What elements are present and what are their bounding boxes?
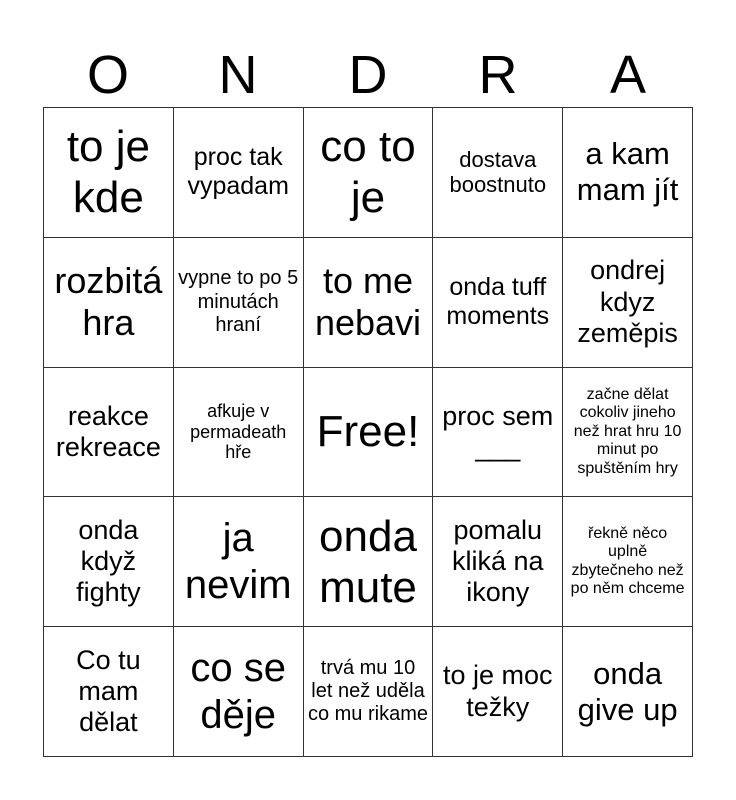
header-letter-o: O [86, 45, 129, 105]
bingo-cell[interactable]: vypne to po 5 minutách hraní [173, 237, 303, 367]
bingo-grid [43, 107, 693, 757]
bingo-cell[interactable]: řekně něco uplně zbytečneho než po něm chceme [563, 497, 693, 627]
bingo-cell[interactable]: ondrej kdyz zeměpis [563, 237, 693, 367]
bingo-row [44, 367, 693, 497]
bingo-cell[interactable]: co to je [303, 108, 433, 238]
bingo-cell[interactable]: pomalu kliká na ikony [433, 497, 563, 627]
bingo-row [44, 497, 693, 627]
bingo-cell[interactable]: začne dělat cokoliv jineho než hrat hru 10 minut po spuštěním hry [563, 367, 693, 497]
header-letter-a: A [609, 45, 647, 105]
bingo-cell[interactable]: a kam mam jít [563, 108, 693, 238]
bingo-row [44, 237, 693, 367]
bingo-cell[interactable]: dostava boostnuto [433, 108, 563, 238]
bingo-cell[interactable]: proc tak vypadam [173, 108, 303, 238]
bingo-cell[interactable]: onda mute [303, 497, 433, 627]
header-letter-r: R [478, 45, 518, 105]
bingo-cell[interactable]: onda když fighty [44, 497, 174, 627]
bingo-cell[interactable]: ja nevim [173, 497, 303, 627]
bingo-cell[interactable]: to je moc težky [433, 627, 563, 757]
header-letter-n: N [218, 45, 258, 105]
bingo-free-cell[interactable]: Free! [303, 367, 433, 497]
bingo-cell[interactable]: co se děje [173, 627, 303, 757]
bingo-cell[interactable]: Co tu mam dělat [44, 627, 174, 757]
bingo-cell[interactable]: trvá mu 10 let než uděla co mu rikame [303, 627, 433, 757]
bingo-row [44, 108, 693, 238]
bingo-row [44, 627, 693, 757]
bingo-cell[interactable]: rozbitá hra [44, 237, 174, 367]
bingo-cell[interactable]: afkuje v permadeath hře [173, 367, 303, 497]
bingo-cell[interactable]: onda give up [563, 627, 693, 757]
bingo-cell[interactable]: to me nebavi [303, 237, 433, 367]
bingo-cell[interactable]: reakce rekreace [44, 367, 174, 497]
bingo-cell[interactable]: onda tuff moments [433, 237, 563, 367]
bingo-cell[interactable]: proc sem ___ [433, 367, 563, 497]
header-letter-d: D [348, 45, 388, 105]
bingo-header [43, 42, 693, 108]
bingo-cell[interactable]: to je kde [44, 108, 174, 238]
